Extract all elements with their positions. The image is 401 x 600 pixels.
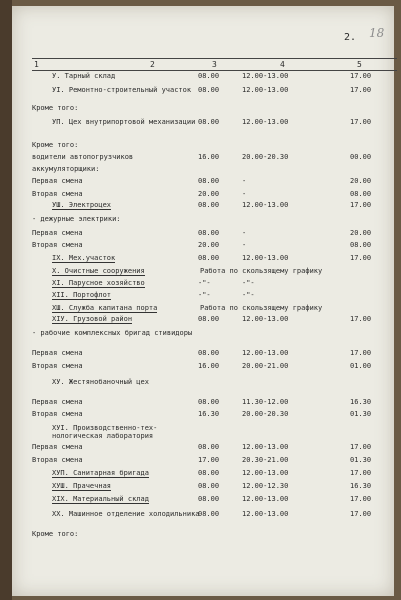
row-label-text: ХУШ. Прачечная (52, 482, 112, 490)
row-label (52, 378, 202, 386)
row-label-text: X. Очистные сооружения (52, 267, 145, 275)
row-label-text: Первая смена (32, 443, 83, 451)
table-row (12, 254, 394, 268)
document-page (12, 6, 394, 596)
end-time: 17.00 (350, 510, 372, 518)
row-label-text: ХУП. Санитарная бригада (52, 469, 149, 477)
header-rule (32, 70, 397, 71)
start-time: 08.00 (198, 254, 220, 262)
row-label (32, 141, 202, 149)
break-time: 12.00-13.00 (242, 495, 289, 503)
row-label-text: УШ. Электроцех (52, 201, 112, 209)
handwritten-page-number: 18 (369, 26, 385, 40)
break-time: 12.00-13.00 (242, 118, 289, 126)
start-time: 08.00 (198, 443, 220, 451)
row-label-text: Первая смена (32, 398, 83, 406)
table-row (12, 241, 394, 255)
start-time: 08.00 (198, 118, 220, 126)
break-time: 12.00-13.00 (242, 315, 289, 323)
break-time: - (242, 190, 247, 198)
schedule-note: Работа по скользящему графику (200, 304, 323, 312)
end-time: 00.00 (350, 153, 372, 161)
row-label (52, 510, 202, 518)
start-time: 16.30 (198, 410, 220, 418)
row-label (32, 104, 202, 112)
start-time: 08.00 (198, 72, 220, 80)
row-label-text: Первая смена (32, 177, 83, 185)
schedule-note: Работа по скользящему графику (200, 267, 323, 275)
table-top-rule (32, 58, 397, 59)
break-time: - (242, 241, 247, 249)
table-row (12, 349, 394, 363)
break-time: 12.00-13.00 (242, 469, 289, 477)
row-label (32, 362, 202, 370)
start-time: 17.00 (198, 456, 220, 464)
row-label (52, 304, 202, 312)
table-row (12, 378, 394, 392)
start-time: 08.00 (198, 177, 220, 185)
row-label (52, 72, 202, 80)
row-label (52, 291, 202, 299)
row-label (52, 482, 202, 490)
end-time: 17.00 (350, 469, 372, 477)
table-row (12, 495, 394, 509)
end-time: 17.00 (350, 86, 372, 94)
table-row (12, 177, 394, 191)
row-label-text: XIX. Материальный склад (52, 495, 149, 503)
row-label-text: Кроме того: (32, 141, 79, 149)
break-time: 12.00-13.00 (242, 254, 289, 262)
table-row (12, 510, 394, 524)
table-row (12, 72, 394, 86)
row-label (32, 410, 202, 418)
column-header-1: 1 (34, 60, 39, 69)
row-label-text: аккумуляторщики: (32, 165, 100, 173)
row-label (52, 118, 202, 126)
end-time: 01.00 (350, 362, 372, 370)
start-time: 20.00 (198, 190, 220, 198)
row-label (32, 398, 202, 406)
table-row (12, 215, 394, 229)
row-label (32, 229, 202, 237)
end-time: 01.30 (350, 410, 372, 418)
row-label (32, 349, 202, 357)
break-time: 20.00-20.30 (242, 410, 289, 418)
break-time: 12.00-13.00 (242, 72, 289, 80)
break-time: 12.00-13.00 (242, 510, 289, 518)
row-label-text: XШ. Служба капитана порта (52, 304, 158, 312)
table-row (12, 329, 394, 343)
row-label-text: Вторая смена (32, 410, 83, 418)
end-time: 16.30 (350, 482, 372, 490)
start-time: 08.00 (198, 495, 220, 503)
row-label (32, 443, 202, 451)
row-label (52, 424, 202, 440)
table-row (12, 118, 394, 132)
table-row (12, 469, 394, 483)
start-time: 16.00 (198, 153, 220, 161)
break-time: 20.00-21.00 (242, 362, 289, 370)
end-time: 20.00 (350, 229, 372, 237)
row-label (52, 201, 202, 209)
row-label (32, 241, 202, 249)
row-label-text: Вторая смена (32, 362, 83, 370)
end-time: 17.00 (350, 315, 372, 323)
break-time: - (242, 177, 247, 185)
row-label-text: У. Тарный склад (52, 72, 116, 80)
end-time: 16.30 (350, 398, 372, 406)
end-time: 17.00 (350, 118, 372, 126)
row-label-text: ХУ. Жестянобаночный цех (52, 378, 149, 386)
row-label (52, 254, 202, 262)
row-label-text: - дежурные электрики: (32, 215, 121, 223)
row-label (32, 165, 202, 173)
row-label (32, 190, 202, 198)
start-time: 08.00 (198, 349, 220, 357)
table-row (12, 86, 394, 100)
start-time: 08.00 (198, 229, 220, 237)
row-label-text: - рабочие комплексных бригад стивидоры (32, 329, 193, 337)
start-time: 08.00 (198, 398, 220, 406)
break-time: -"- (242, 279, 255, 287)
end-time: 08.00 (350, 190, 372, 198)
end-time: 01.30 (350, 456, 372, 464)
table-row (12, 104, 394, 118)
table-row (12, 443, 394, 457)
end-time: 20.00 (350, 177, 372, 185)
row-label-text: XI. Парусное хозяйство (52, 279, 145, 287)
row-label-text: IX. Мех.участок (52, 254, 116, 262)
end-time: 17.00 (350, 72, 372, 80)
row-label (32, 153, 202, 161)
table-row (12, 456, 394, 470)
row-label-text: Вторая смена (32, 241, 83, 249)
break-time: 20.30-21.00 (242, 456, 289, 464)
book-binding (0, 0, 12, 600)
break-time: 12.00-13.00 (242, 443, 289, 451)
start-time: 20.00 (198, 241, 220, 249)
row-label-text: УI. Ремонтно-строительный участок (52, 86, 192, 94)
table-row (12, 362, 394, 376)
end-time: 08.00 (350, 241, 372, 249)
end-time: 17.00 (350, 254, 372, 262)
table-row (12, 530, 394, 544)
table-row (12, 315, 394, 329)
page-number: 2. (344, 32, 357, 43)
row-label-text: Вторая смена (32, 190, 83, 198)
row-label-text: Первая смена (32, 349, 83, 357)
end-time: 17.00 (350, 349, 372, 357)
row-label (32, 456, 202, 464)
row-label (52, 267, 202, 275)
row-label (52, 86, 202, 94)
row-label (52, 315, 202, 323)
row-label-text: XX. Машинное отделение холодильника (52, 510, 200, 518)
end-time: 17.00 (350, 201, 372, 209)
row-label-text: водители автопогрузчиков (32, 153, 134, 161)
row-label (52, 279, 202, 287)
start-time: -"- (198, 279, 211, 287)
start-time: -"- (198, 291, 211, 299)
table-row (12, 424, 394, 438)
table-row (12, 201, 394, 215)
row-label-text: ХУI. Производственно-тех- нологическая лаборатория (52, 424, 158, 440)
break-time: 11.30-12.00 (242, 398, 289, 406)
row-label-text: Первая смена (32, 229, 83, 237)
start-time: 08.00 (198, 201, 220, 209)
row-label (32, 177, 202, 185)
row-label-text: Кроме того: (32, 104, 79, 112)
row-label (32, 530, 202, 538)
break-time: 12.00-13.00 (242, 349, 289, 357)
break-time: 12.00-13.00 (242, 201, 289, 209)
break-time: 20.00-20.30 (242, 153, 289, 161)
column-header-5: 5 (357, 60, 362, 69)
row-label-text: УП. Цех внутрипортовой механизации (52, 118, 196, 126)
end-time: 17.00 (350, 495, 372, 503)
row-label-text: Кроме того: (32, 530, 79, 538)
table-row (12, 482, 394, 496)
start-time: 08.00 (198, 86, 220, 94)
start-time: 08.00 (198, 510, 220, 518)
row-label-text: XII. Портофлот (52, 291, 112, 299)
row-label (32, 329, 202, 337)
break-time: -"- (242, 291, 255, 299)
row-label (52, 495, 202, 503)
row-label (32, 215, 202, 223)
start-time: 16.00 (198, 362, 220, 370)
row-label (52, 469, 202, 477)
start-time: 08.00 (198, 315, 220, 323)
break-time: - (242, 229, 247, 237)
column-header-3: 3 (212, 60, 217, 69)
column-header-2: 2 (150, 60, 155, 69)
break-time: 12.00-12.30 (242, 482, 289, 490)
column-header-4: 4 (280, 60, 285, 69)
end-time: 17.00 (350, 443, 372, 451)
table-row (12, 410, 394, 424)
break-time: 12.00-13.00 (242, 86, 289, 94)
row-label-text: XIУ. Грузовой район (52, 315, 133, 323)
row-label-text: Вторая смена (32, 456, 83, 464)
table-row (12, 291, 394, 305)
start-time: 08.00 (198, 482, 220, 490)
start-time: 08.00 (198, 469, 220, 477)
